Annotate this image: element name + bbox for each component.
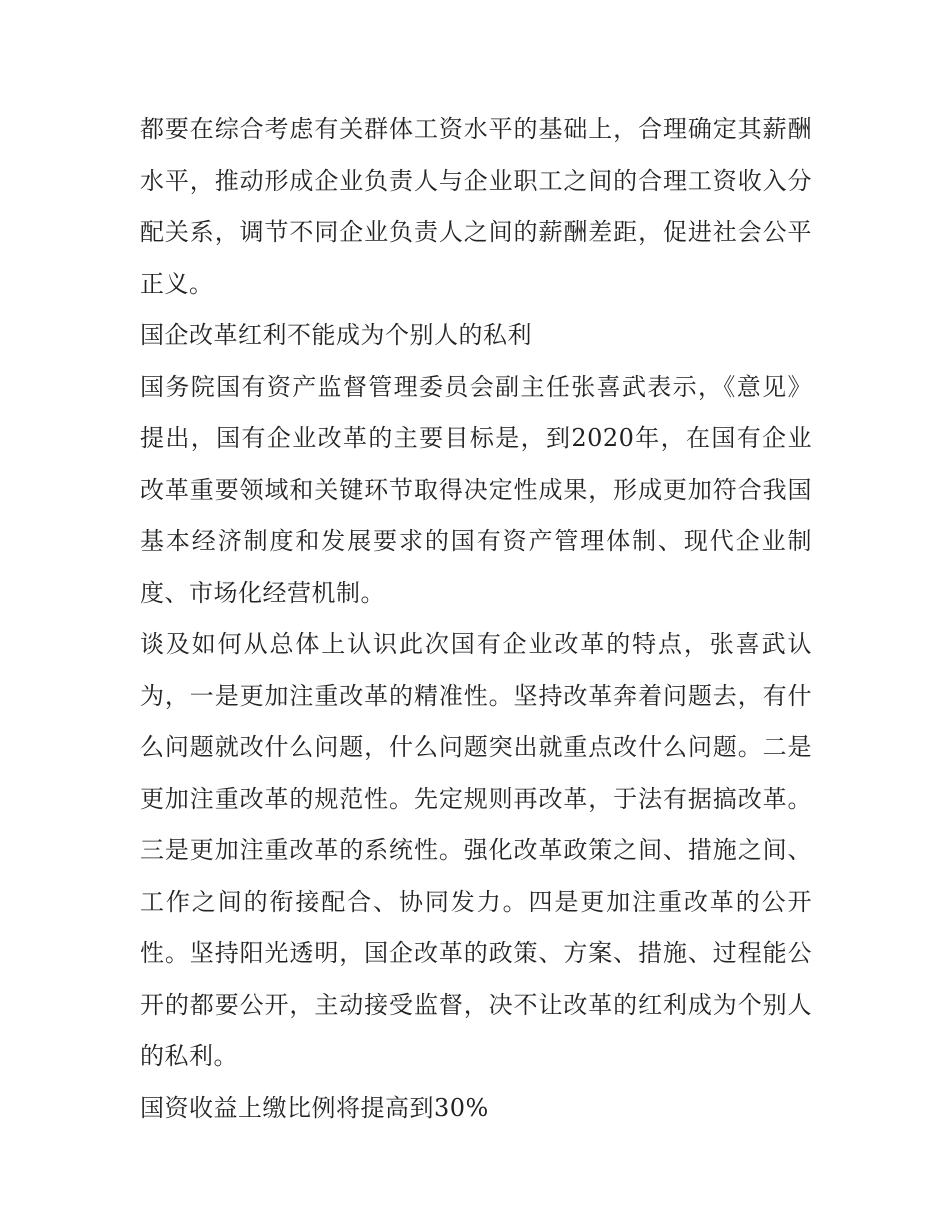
paragraph-salary: 都要在综合考虑有关群体工资水平的基础上，合理确定其薪酬水平，推动形成企业负责人与企业职工之间的合理工资收入分配关系，调节不同企业负责人之间的薪酬差距，促进社会公平正义。 — [140, 115, 812, 298]
section-heading-reform-dividend: 国企改革红利不能成为个别人的私利 — [140, 321, 532, 349]
body-text — [140, 104, 812, 1134]
paragraph-reform-goals: 国务院国有资产监督管理委员会副主任张喜武表示，《意见》提出，国有企业改革的主要目标是，到2020年，在国有企业改革重要领域和关键环节取得决定性成果，形成更加符合我国基本经济制度和发展要求的国有资产管理体制、现代企业制度、市场化经营机制。 — [140, 372, 812, 607]
section-heading-revenue-ratio: 国资收益上缴比例将提高到30% — [140, 1093, 489, 1122]
paragraph-reform-features: 谈及如何从总体上认识此次国有企业改革的特点，张喜武认为，一是更加注重改革的精准性。坚持改革奔着问题去，有什么问题就改什么问题，什么问题突出就重点改什么问题。二是更加注重改革的规范性。先定规则再改革，于法有据搞改革。三是更加注重改革的系统性。强化改革政策之间、措施之间、工作之间的衔接配合、协同发力。四是更加注重改革的公开性。坚持阳光透明，国企改革的政策、方案、措施、过程能公开的都要公开，主动接受监督，决不让改革的红利成为个别人的私利。 — [140, 630, 812, 1070]
